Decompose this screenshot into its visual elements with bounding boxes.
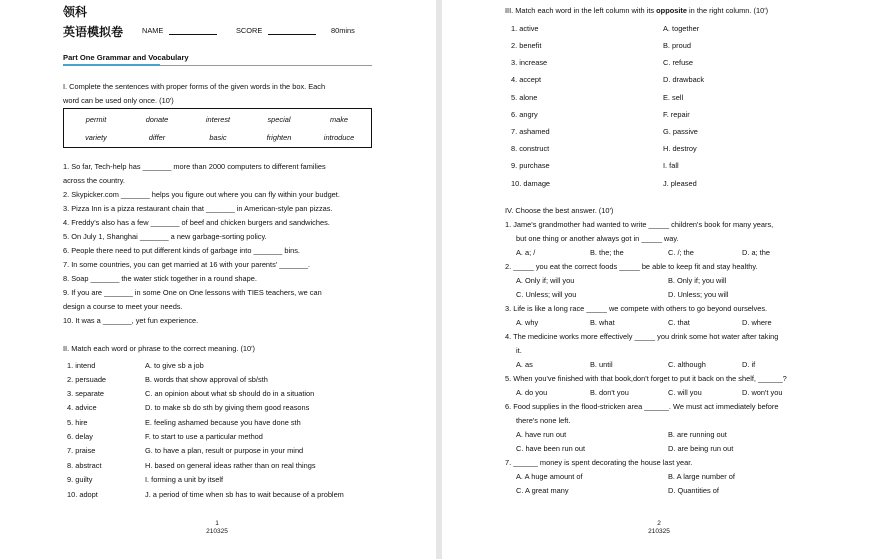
option: A. A huge amount of: [516, 472, 583, 481]
match-term: 9. guilty: [67, 475, 93, 484]
name-blank: [169, 28, 217, 35]
sentence-line: 5. On July 1, Shanghai _______ a new garbage-sorting policy.: [63, 232, 267, 241]
sentence-line: 1. So far, Tech-help has _______ more than 2000 computers to different families: [63, 162, 326, 171]
option: A. as: [516, 360, 533, 369]
match-term: 4. advice: [67, 403, 97, 412]
option: A. why: [516, 318, 539, 327]
sentence-line: 4. Freddy's also has a few _______ of beef and chicken burgers and sandwiches.: [63, 218, 330, 227]
footer-code: 210325: [648, 528, 670, 535]
option: B. the; the: [590, 248, 624, 257]
match-left: 9. purchase: [511, 161, 550, 170]
option: C. /; the: [668, 248, 694, 257]
footer-code: 210325: [206, 528, 228, 535]
match-term: 3. separate: [67, 389, 104, 398]
box-word: special: [267, 115, 291, 124]
sentence-line: 10. It was a _______, yet fun experience.: [63, 316, 199, 325]
match-right: B. proud: [663, 41, 691, 50]
question-1-line2: but one thing or another always got in _____ way.: [516, 234, 679, 243]
option: C. have been run out: [516, 444, 586, 453]
sec3-instruction: [505, 6, 768, 15]
match-meaning: C. an opinion about what sb should do in a situation: [145, 389, 315, 398]
part-title-accent: [63, 64, 160, 66]
box-word: frighten: [266, 133, 292, 142]
option: A. Only if; will you: [516, 276, 575, 285]
option: B. don't you: [590, 388, 629, 397]
match-term: 2. persuade: [67, 375, 107, 384]
option: B. what: [590, 318, 615, 327]
box-word: variety: [85, 133, 107, 142]
match-left: 5. alone: [511, 93, 538, 102]
paper-title: 英语模拟卷: [63, 25, 124, 39]
option: A. a; /: [516, 248, 536, 257]
box-word: introduce: [323, 133, 355, 142]
match-term: 6. delay: [67, 432, 93, 441]
match-left: 6. angry: [511, 110, 538, 119]
option: D. where: [742, 318, 772, 327]
match-meaning: B. words that show approval of sb/sth: [145, 375, 268, 384]
option: D. won't you: [742, 388, 783, 397]
match-right: A. together: [663, 24, 700, 33]
option: D. Unless; you will: [668, 290, 729, 299]
match-term: 8. abstract: [67, 461, 102, 470]
option: D. Quantities of: [668, 486, 719, 495]
school-brand: 领科: [63, 5, 88, 19]
sentence-line: 2. Skypicker.com _______ helps you figure out where you can fly within your budget.: [63, 190, 340, 199]
match-left: 1. active: [511, 24, 539, 33]
option: B. Only if; you will: [668, 276, 727, 285]
match-term: 7. praise: [67, 446, 96, 455]
question-7: 7. ______ money is spent decorating the house last year.: [505, 458, 693, 467]
match-left: 4. accept: [511, 75, 541, 84]
match-right: J. pleased: [663, 179, 697, 188]
box-word: permit: [85, 115, 107, 124]
time-limit: 80mins: [331, 26, 355, 35]
option: C. Unless; will you: [516, 290, 577, 299]
score-label: SCORE: [236, 26, 263, 35]
match-right: C. refuse: [663, 58, 693, 67]
sec4-instruction: IV. Choose the best answer. (10'): [505, 206, 614, 215]
sentence-line: design a course to meet your needs.: [63, 302, 183, 311]
option: C. will you: [668, 388, 702, 397]
match-meaning: G. to have a plan, result or purpose in your mind: [145, 446, 304, 455]
match-term: 1. intend: [67, 361, 96, 370]
box-word: donate: [145, 115, 169, 124]
match-left: 3. increase: [511, 58, 548, 67]
match-left: 2. benefit: [511, 41, 542, 50]
exam-page-2: [442, 0, 878, 559]
match-right: G. passive: [663, 127, 698, 136]
box-word: make: [329, 115, 349, 124]
sec3-instruction-post: in the right column. (10'): [686, 6, 769, 15]
option: D. if: [742, 360, 756, 369]
match-term: 10. adopt: [67, 490, 98, 499]
option: A. do you: [516, 388, 548, 397]
name-field: [142, 26, 217, 35]
option: B. are running out: [668, 430, 727, 439]
name-label: NAME: [142, 26, 164, 35]
part-title: Part One Grammar and Vocabulary: [63, 53, 189, 62]
match-left: 10. damage: [511, 179, 551, 188]
sentence-line: 7. In some countries, you can get married at 16 with your parents' _______.: [63, 260, 311, 269]
box-word: interest: [205, 115, 231, 124]
question-4-line1: 4. The medicine works more effectively _____ you drink some hot water after taking: [505, 332, 779, 341]
option: C. that: [668, 318, 690, 327]
question-3: 3. Life is like a long race _____ we compete with others to go beyond ourselves.: [505, 304, 768, 313]
page-number: 2: [657, 520, 661, 527]
option: D. a; the: [742, 248, 770, 257]
match-meaning: F. to start to use a particular method: [145, 432, 263, 441]
sentence-line: 9. If you are _______ in some One on One lessons with TIES teachers, we can: [63, 288, 322, 297]
match-right: D. drawback: [663, 75, 705, 84]
sentence-line: across the country.: [63, 176, 125, 185]
question-6-line2: there's none left.: [516, 416, 571, 425]
option: A. have run out: [516, 430, 567, 439]
match-left: 7. ashamed: [511, 127, 550, 136]
question-5: 5. When you've finished with that book,don't forget to put it back on the shelf, ______?: [505, 374, 787, 383]
question-6-line1: 6. Food supplies in the flood-stricken area ______. We must act immediately before: [505, 402, 779, 411]
match-meaning: J. a period of time when sb has to wait because of a problem: [145, 490, 344, 499]
sec2-instruction: II. Match each word or phrase to the correct meaning. (10'): [63, 344, 256, 353]
sec3-instruction-pre: III. Match each word in the left column with its: [505, 6, 657, 15]
question-2: 2. _____ you eat the correct foods _____ be able to keep fit and stay healthy.: [505, 262, 758, 271]
match-meaning: I. forming a unit by itself: [145, 475, 224, 484]
match-right: I. fall: [663, 161, 679, 170]
sentence-line: 6. People there need to put different kinds of garbage into _______ bins.: [63, 246, 300, 255]
part-title-rule: [160, 65, 372, 66]
option: C. A great many: [516, 486, 569, 495]
sec1-instruction-line2: word can be used only once. (10'): [63, 96, 174, 105]
sec3-instruction-bold: opposite: [656, 6, 687, 15]
match-meaning: A. to give sb a job: [145, 361, 204, 370]
match-meaning: D. to make sb do sth by giving them good reasons: [145, 403, 310, 412]
word-box: [63, 108, 372, 148]
sec1-instruction-line1: I. Complete the sentences with proper forms of the given words in the box. Each: [63, 82, 326, 91]
score-field: [236, 26, 316, 35]
option: B. A large number of: [668, 472, 735, 481]
exam-page-1: [0, 0, 436, 559]
question-4-line2: it.: [516, 346, 522, 355]
sentence-line: 3. Pizza Inn is a pizza restaurant chain that _______ in American-style pan pizzas.: [63, 204, 333, 213]
score-blank: [268, 28, 316, 35]
match-meaning: E. feeling ashamed because you have done sth: [145, 418, 301, 427]
match-right: F. repair: [663, 110, 690, 119]
match-meaning: H. based on general ideas rather than on real things: [145, 461, 316, 470]
option: D. are being run out: [668, 444, 734, 453]
match-right: H. destroy: [663, 144, 697, 153]
option: C. although: [668, 360, 706, 369]
page-number: 1: [215, 520, 219, 527]
match-term: 5. hire: [67, 418, 88, 427]
question-1-line1: 1. Jame's grandmother had wanted to write _____ children's book for many years,: [505, 220, 774, 229]
option: B. until: [590, 360, 613, 369]
box-word: differ: [148, 133, 166, 142]
sentence-line: 8. Soap _______ the water stick together in a round shape.: [63, 274, 257, 283]
box-word: basic: [209, 133, 227, 142]
match-left: 8. construct: [511, 144, 550, 153]
match-right: E. sell: [663, 93, 684, 102]
